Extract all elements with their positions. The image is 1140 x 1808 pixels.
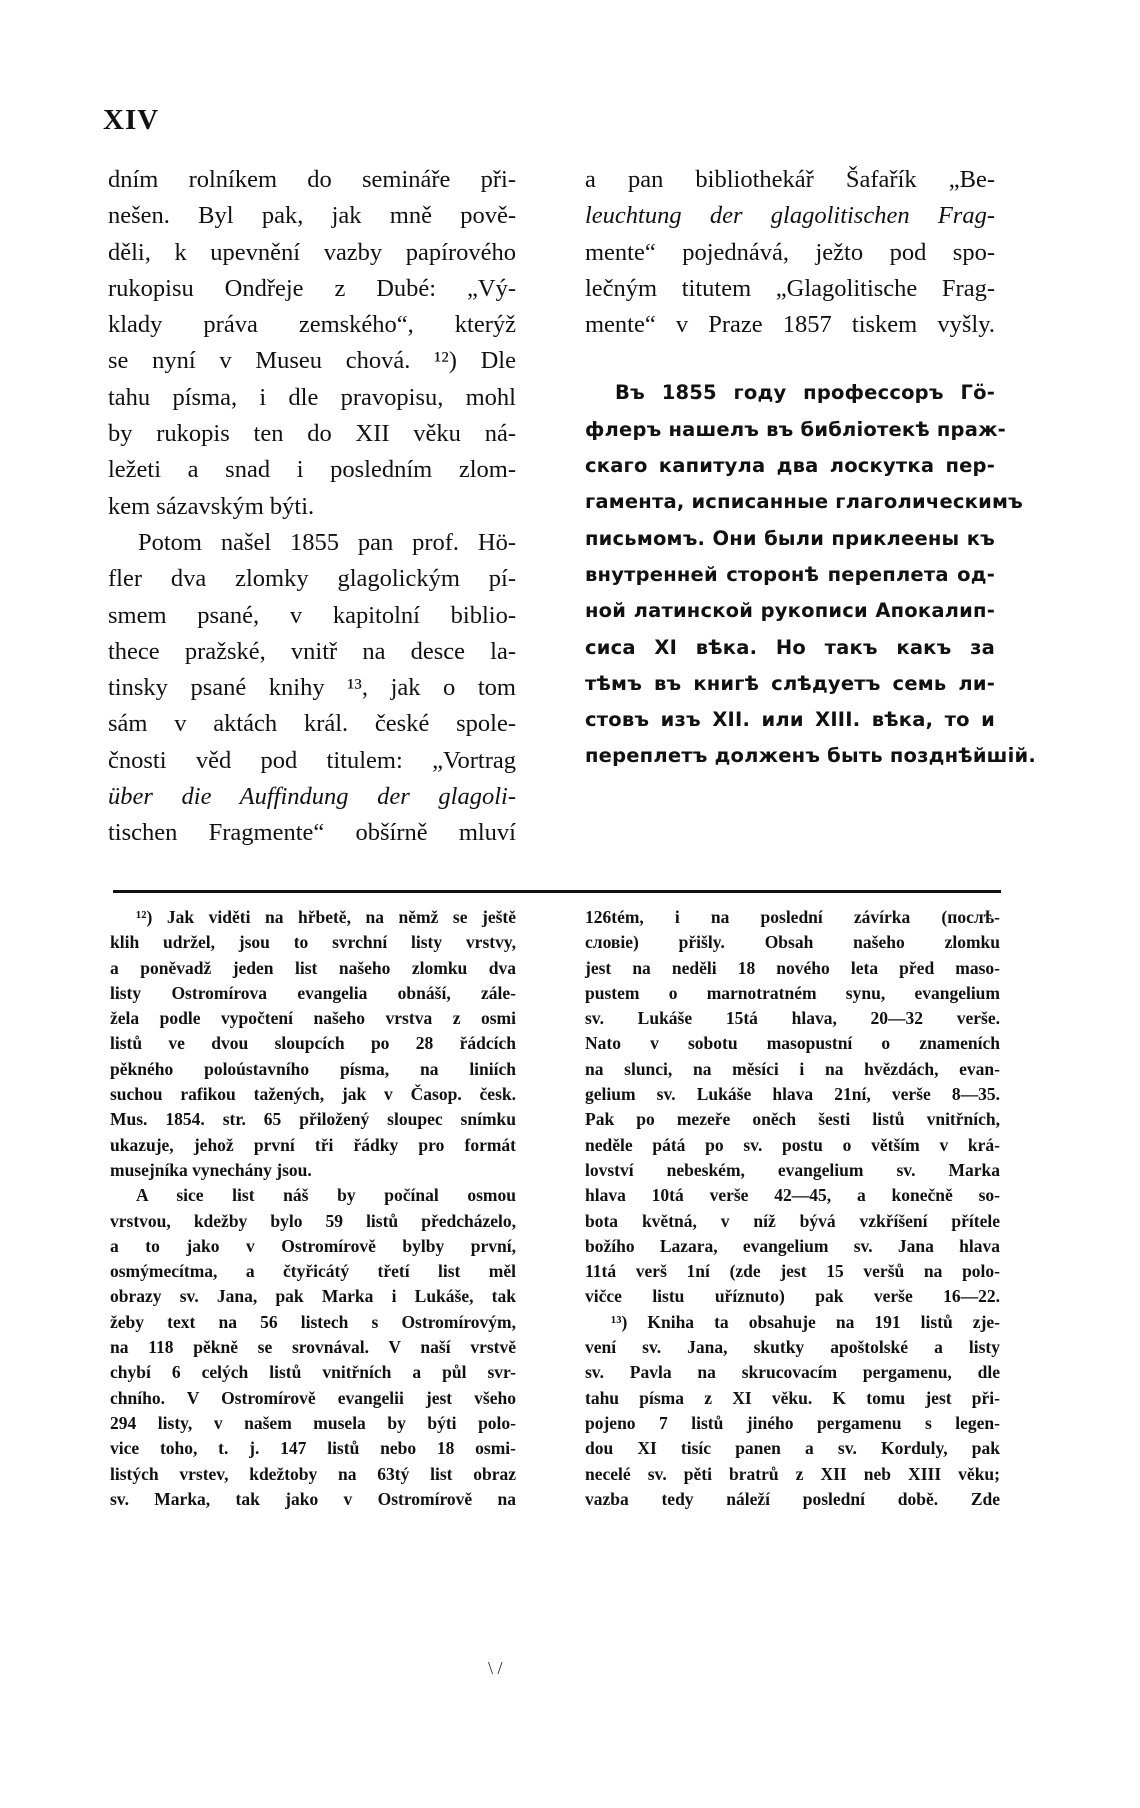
footnote-line: pěkného poloústavního písma, na liniích (110, 1058, 516, 1079)
footnote-line: Mus. 1854. str. 65 přiložený sloupec snímku (110, 1109, 516, 1130)
footnote-line: pustem o marnotratném synu, evangelium (585, 982, 1000, 1003)
text-line: thece pražské, vnitř na desce la- (108, 637, 516, 665)
czech-paragraph (585, 162, 995, 343)
footnote-line: vičce listu uříznuto) pak verše 16—22. (585, 1286, 1000, 1307)
text-line: lečným titutem „Glagolitische Frag- (585, 274, 995, 302)
footnote-12-start: ¹²) Jak viděti na hřbetě, na němž se ještě (136, 907, 516, 927)
footnote-line: a poněvadž jeden list našeho zlomku dva (110, 957, 516, 978)
footnote-line: hlava 10tá verše 42—45, a konečně so- (585, 1185, 1000, 1206)
text-line: a pan bibliothekář Šafařík „Be- (585, 166, 995, 193)
footnote-line: dou XI tisíc panen a sv. Korduly, pak (585, 1438, 1000, 1459)
footnote-line: ukazuje, jehož první tři řádky pro formát (110, 1134, 516, 1155)
footnotes-column-right (585, 905, 1000, 1512)
footnote-line: obrazy sv. Jana, pak Marka i Lukáše, tak (110, 1286, 516, 1307)
text-line: čnosti věd pod titulem: „Vortrag (108, 746, 516, 774)
footnote-line: listy Ostromírova evangelia obnáší, zále- (110, 982, 516, 1003)
footnote-line: osmýmecítma, a čtyřicátý třetí list měl (110, 1261, 516, 1282)
text-line: se nyní v Museu chová. ¹²) Dle (108, 347, 516, 375)
text-line: smem psané, v kapitolní biblio- (108, 601, 516, 629)
footnote-line: jest na neděli 18 nového leta před maso- (585, 957, 1000, 978)
page-number: XIV (103, 104, 160, 136)
footnote-line: tahu písma z XI věku. K tomu jest při- (585, 1387, 1000, 1408)
text-line: mente“ v Praze 1857 tiskem vyšly. (585, 311, 995, 339)
footnote-line: chního. V Ostromírově evangelii jest všeho (110, 1387, 516, 1408)
text-line: klady práva zemského“, kterýž (108, 311, 516, 339)
footnote-paragraph-start: A sice list náš by počínal osmou (136, 1185, 516, 1206)
footnote-line: sv. Marka, tak jako v Ostromírově na (110, 1488, 516, 1509)
text-line: tinsky psané knihy ¹³, jak o tom (108, 674, 516, 702)
footnote-line: vice toho, t. j. 147 listů nebo 18 osmi- (110, 1438, 516, 1459)
footnote-line: sv. Lukáše 15tá hlava, 20—32 verše. (585, 1008, 1000, 1029)
footnote-separator-rule (113, 890, 1001, 893)
text-line: переплетъ долженъ быть позднѣйшiй. (585, 744, 1036, 768)
text-line: гамента, исписанные глаголическимъ (585, 490, 1023, 514)
footnote-line: 11tá verš 1ní (zde jest 15 veršů na polo- (585, 1261, 1000, 1282)
text-line: сиса XI вѣка. Но такъ какъ за (585, 635, 995, 659)
footnote-line: žela podle vypočtení našeho vrstva z osmi (110, 1008, 516, 1029)
text-line: by rukopis ten do XII věku ná- (108, 420, 516, 448)
text-line: флеръ нашелъ въ библiотекѣ праж- (585, 417, 1006, 441)
text-line: sám v aktách král. české spole- (108, 710, 516, 738)
footnote-line: žeby text na 56 listech s Ostromírovým, (110, 1311, 516, 1332)
footnote-line: vazba tedy náleží poslední době. Zde (585, 1488, 1000, 1509)
footnote-line: sv. Pavla na skrucovacím pergamenu, dle (585, 1362, 1000, 1383)
paragraph-start-line: Въ 1855 году профессоръ Гö- (615, 381, 995, 405)
text-line: скаго капитула два лоскутка пер- (585, 454, 995, 478)
body-column-left (108, 162, 516, 852)
footnote-line: vrstvou, kdežby bylo 59 listů předcházelo, (110, 1210, 516, 1231)
footnote-line: a to jako v Ostromírově bylby první, (110, 1235, 516, 1256)
footnote-line: 126tém, i na poslední závírka (послѣ- (585, 907, 1000, 927)
footnote-line: na 118 pěkně se srovnával. V naší vrstvě (110, 1337, 516, 1358)
footnote-line: musejníka vynechány jsou. (110, 1159, 312, 1180)
text-line: děli, k upevnění vazby papírového (108, 238, 516, 266)
footnote-13-start: ¹³) Kniha ta obsahuje na 191 listů zje- (611, 1311, 1000, 1332)
text-line: mente“ pojednává, ježto pod spo- (585, 238, 995, 266)
text-line: nešen. Byl pak, jak mně pově- (108, 202, 516, 230)
footnote-line: chybí 6 celých listů vnitřních a půl svr- (110, 1362, 516, 1383)
text-line: dním rolníkem do semináře při- (108, 166, 516, 193)
paragraph-gap (585, 343, 995, 375)
footnote-line: necelé sv. pěti bratrů z XII neb XIII věku; (585, 1463, 1000, 1484)
text-line: стовъ изъ XII. или XIII. вѣка, то и (585, 708, 995, 732)
footnote-line: bota květná, v níž bývá vzkříšení přítele (585, 1210, 1000, 1231)
text-line: fler dva zlomky glagolickým pí- (108, 565, 516, 593)
text-line: внутренней сторонѣ переплета од- (585, 562, 995, 586)
text-line: ležeti a snad i posledním zlom- (108, 456, 516, 484)
body-column-right (585, 162, 1036, 775)
text-line: tahu písma, i dle pravopisu, mohl (108, 383, 516, 411)
footnote-line: Nato v sobotu masopustní o znameních (585, 1033, 1000, 1054)
footnotes-column-left (110, 905, 516, 1512)
text-line: ной латинской рукописи Апокалип- (585, 599, 995, 623)
footnote-line: vení sv. Jana, skutky apoštolské a listy (585, 1337, 1000, 1358)
footnote-line: gelium sv. Lukáše hlava 21ní, verše 8—35. (585, 1084, 1000, 1105)
footnote-line: pojeno 7 listů jiného pergamenu s legen- (585, 1412, 1000, 1433)
footnote-line: suchou rafikou tažených, jak v Časop. česk. (110, 1084, 516, 1105)
scan-artifact-marks: \ / (488, 1658, 503, 1678)
footnote-line: neděle pátá po sv. postu o větším v krá- (585, 1134, 1000, 1155)
footnote-line: listých vrstev, kdežtoby na 63tý list obraz (110, 1463, 516, 1484)
footnote-line: 294 listy, v našem musela by býti polo- (110, 1412, 516, 1433)
footnote-line: lovství nebeském, evangelium sv. Marka (585, 1159, 1000, 1180)
text-line-italic: über die Auffindung der glagoli- (108, 783, 516, 811)
footnote-line: klih udržel, jsou to svrchní listy vrstvy, (110, 932, 516, 953)
text-line: kem sázavským býti. (108, 492, 315, 520)
paragraph-start-line: Potom našel 1855 pan prof. Hö- (138, 528, 516, 556)
text-line-italic: leuchtung der glagolitischen Frag- (585, 202, 995, 230)
text-line: письмомъ. Они были приклеены къ (585, 526, 995, 550)
footnote-line: na slunci, na měsíci i na hvězdách, evan- (585, 1058, 1000, 1079)
footnote-line: listů ve dvou sloupcích po 28 řádcích (110, 1033, 516, 1054)
footnote-line: Pak po mezeře oněch šesti listů vnitřních, (585, 1109, 1000, 1130)
text-line: rukopisu Ondřeje z Dubé: „Vý- (108, 274, 516, 302)
footnote-line: božího Lazara, evangelium sv. Jana hlava (585, 1235, 1000, 1256)
text-line: tischen Fragmente“ obšírně mluví (108, 819, 516, 847)
text-line: тѣмъ въ книгѣ слѣдуетъ семь ли- (585, 671, 995, 695)
footnote-line: словie) přišly. Obsah našeho zlomku (585, 932, 1000, 953)
russian-paragraph (585, 375, 1036, 774)
